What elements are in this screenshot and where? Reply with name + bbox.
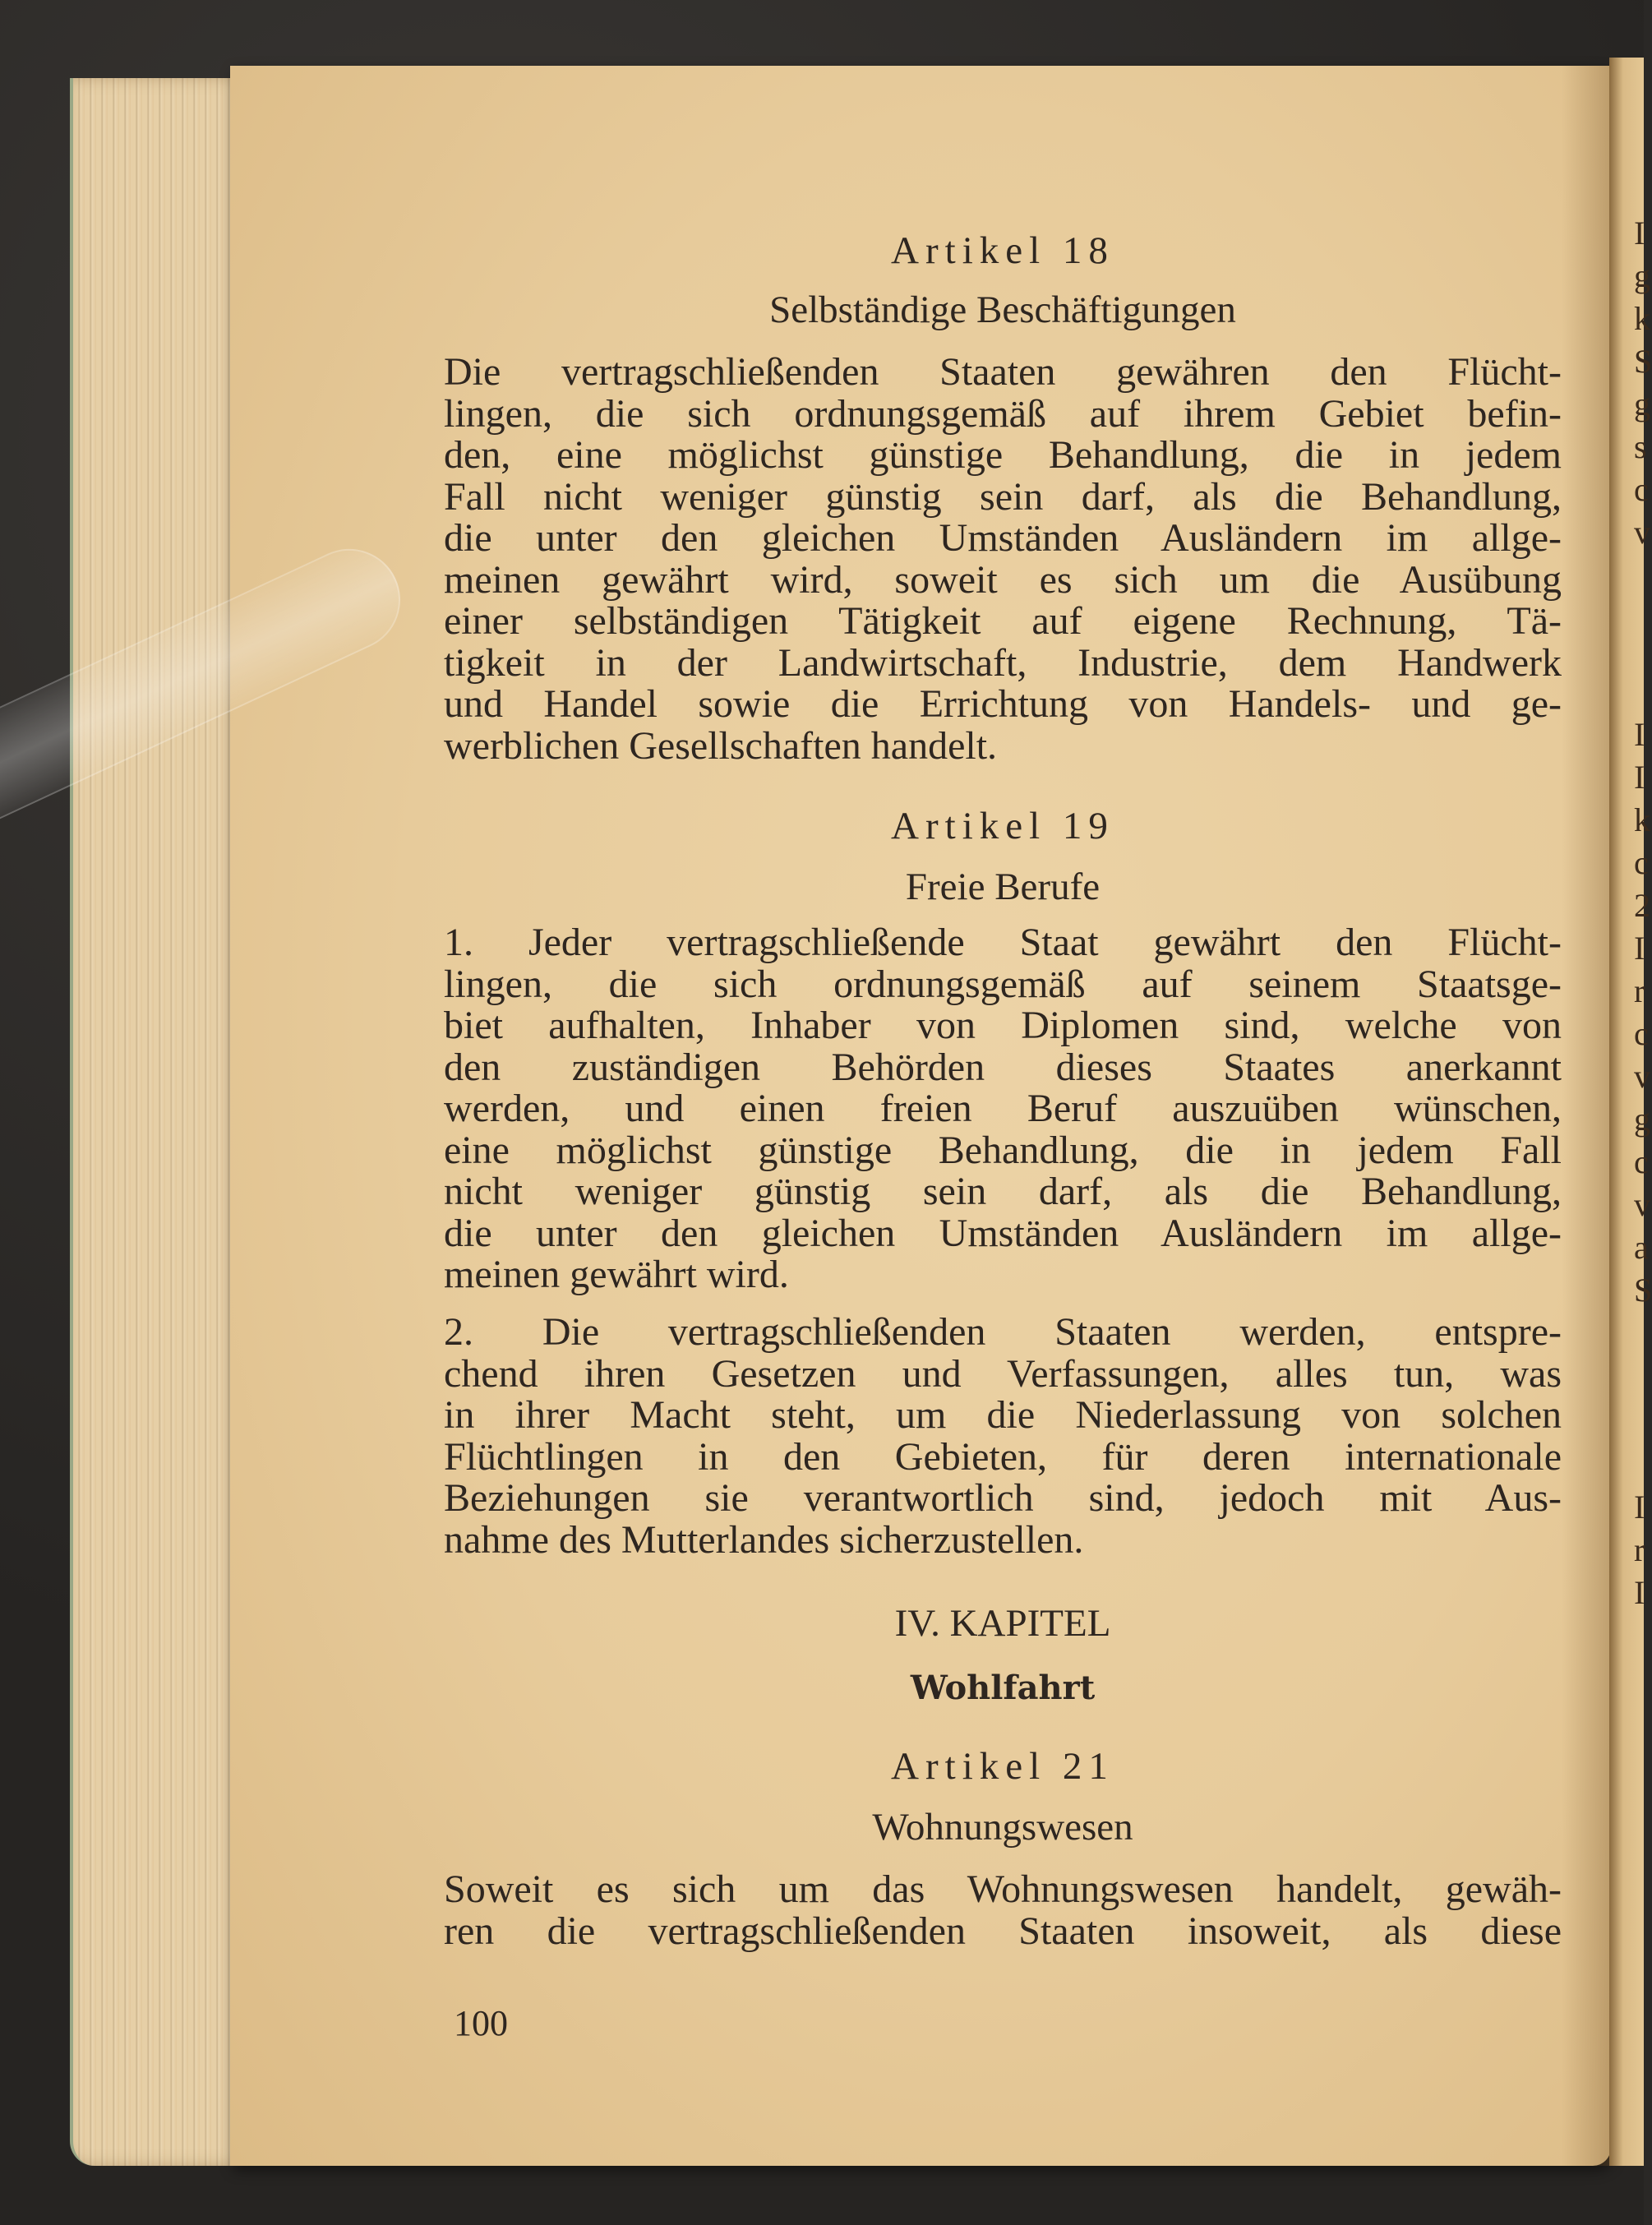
text-line: Beziehungen sie verantwortlich sind, jedoch mit Aus-: [444, 1476, 1562, 1520]
text-line: Fall nicht weniger günstig sein darf, als die Behandlung,: [444, 474, 1562, 519]
facing-page-letter: r: [1634, 1531, 1645, 1568]
facing-page-letter: s: [1634, 428, 1647, 465]
text-line: ren die vertragschließenden Staaten insoweit, als diese: [444, 1909, 1562, 1953]
facing-page-letter: k: [1634, 300, 1650, 337]
article-18-title: Selbständige Beschäftigungen: [769, 289, 1236, 331]
text-line: den zuständigen Behörden dieses Staates anerkannt: [444, 1045, 1562, 1089]
facing-page-letter: I: [1634, 759, 1645, 796]
facing-page-letter: c: [1634, 1015, 1649, 1052]
facing-page-letter: 2: [1634, 887, 1650, 924]
text-line: chend ihren Gesetzen und Verfassungen, alles tun, was: [444, 1351, 1562, 1396]
page-edges: [70, 78, 246, 2166]
facing-page-letter: I: [1634, 1574, 1645, 1611]
article-19-heading: Artikel 19: [891, 805, 1114, 847]
article-21-title: Wohnungswesen: [872, 1806, 1133, 1849]
text-line: 2. Die vertragschließenden Staaten werden, entspre-: [444, 1310, 1562, 1354]
facing-page-letter: g: [1634, 385, 1650, 422]
article-19-paragraph-1: [444, 922, 1562, 1296]
facing-page-letter: I: [1634, 716, 1645, 753]
facing-page-letter: g: [1634, 257, 1650, 294]
facing-page-letter: v: [1634, 514, 1650, 551]
facing-page-letter: g: [1634, 1101, 1650, 1138]
text-line: meinen gewährt wird.: [444, 1253, 789, 1296]
text-line: werblichen Gesellschaften handelt.: [444, 723, 998, 768]
facing-page-letter: S: [1634, 343, 1652, 380]
text-line: lingen, die sich ordnungsgemäß auf ihrem Gebiet befin-: [444, 391, 1562, 436]
article-21-heading: Artikel 21: [891, 1745, 1114, 1788]
article-19-paragraph-2: [444, 1312, 1562, 1561]
text-line: die unter den gleichen Umständen Ausländern im allge-: [444, 1211, 1562, 1255]
text-line: Flüchtlingen in den Gebieten, für deren internationale: [444, 1434, 1562, 1479]
chapter-heading: IV. KAPITEL: [894, 1602, 1111, 1645]
facing-page-letter: I: [1634, 1489, 1645, 1526]
facing-page-letter: c: [1634, 844, 1649, 881]
facing-page-letter: I: [1634, 930, 1645, 967]
text-line: den, eine möglichst günstige Behandlung, die in jedem: [444, 433, 1562, 477]
text-line: nicht weniger günstig sein darf, als die Behandlung,: [444, 1170, 1562, 1213]
text-line: 1. Jeder vertragschließende Staat gewährt den Flücht-: [444, 921, 1562, 964]
facing-page-letter: S: [1634, 1272, 1652, 1309]
text-line: einer selbständigen Tätigkeit auf eigene Rechnung, Tä-: [444, 599, 1562, 643]
facing-page-letter: a: [1634, 1229, 1649, 1266]
text-line: und Handel sowie die Errichtung von Handels- und ge-: [444, 682, 1562, 726]
text-line: meinen gewährt wird, soweit es sich um die Ausübung: [444, 557, 1562, 602]
text-line: werden, und einen freien Beruf auszuüben wünschen,: [444, 1087, 1562, 1130]
text-line: tigkeit in der Landwirtschaft, Industrie, dem Handwerk: [444, 640, 1562, 685]
facing-page-edge: [1609, 58, 1652, 2166]
text-line: in ihrer Macht steht, um die Niederlassung von solchen: [444, 1393, 1562, 1437]
text-line: eine möglichst günstige Behandlung, die in jedem Fall: [444, 1128, 1562, 1172]
chapter-title: Wohlfahrt: [910, 1669, 1096, 1707]
article-18-body: [444, 352, 1562, 767]
facing-page-letter: r: [1634, 972, 1645, 1009]
text-line: die unter den gleichen Umständen Ausländern im allge-: [444, 516, 1562, 560]
text-line: nahme des Mutterlandes sicherzustellen.: [444, 1517, 1084, 1562]
page-number: 100: [454, 2003, 508, 2043]
article-19-title: Freie Berufe: [905, 866, 1101, 908]
text-line: Die vertragschließenden Staaten gewähren den Flücht-: [444, 350, 1562, 394]
text-line: Soweit es sich um das Wohnungswesen handelt, gewäh-: [444, 1867, 1562, 1911]
facing-page-letter: I: [1634, 215, 1645, 252]
facing-page-letter: c: [1634, 1143, 1649, 1180]
text-line: lingen, die sich ordnungsgemäß auf seinem Staatsge-: [444, 962, 1562, 1006]
facing-page-letter: k: [1634, 801, 1650, 838]
facing-page-letter: v: [1634, 1186, 1650, 1223]
article-21-body: [444, 1869, 1562, 1952]
facing-page-letter: c: [1634, 471, 1649, 508]
facing-page-letter: v: [1634, 1058, 1650, 1095]
text-line: biet aufhalten, Inhaber von Diplomen sind, welche von: [444, 1004, 1562, 1047]
article-18-heading: Artikel 18: [891, 229, 1114, 272]
